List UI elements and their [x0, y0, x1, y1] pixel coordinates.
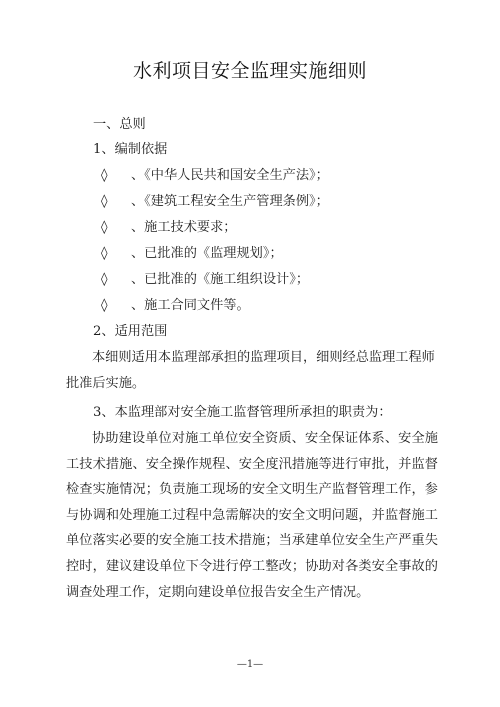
- list-item-text: 、施工技术要求；: [131, 220, 237, 235]
- list-item: [101, 271, 309, 289]
- page-number: —1—: [236, 659, 264, 670]
- list-item-text: 、已批准的《施工组织设计》；: [131, 272, 310, 287]
- scope-paragraph: 本细则适用本监理部承担的监理项目，细则经总监理工程师批准后实施。: [66, 350, 435, 391]
- list-item: [101, 167, 329, 185]
- list-item: [101, 219, 237, 237]
- bullet-icon: ◊: [101, 194, 108, 209]
- document-title: 水利项目安全监理实施细则: [132, 60, 367, 82]
- list-item: [101, 193, 329, 211]
- duties-paragraph: 协助建设单位对施工单位安全资质、安全保证体系、安全施工技术措施、安全操作规程、安全度汛措施等进行审批，并监督检查实施情况；负责施工现场的安全文明生产监督管理工作，参与协调和处理施工过程中急需解决的安全文明问题，并监督施工单位落实必要的安全施工技术措施；当承建单位安全生产严重失控时，建议建设单位下令进行停工整改；协助对各类安全事故的调查处理工作，定期向建设单位报告安全生产情况。: [66, 431, 438, 600]
- list-item-text: 、施工合同文件等。: [131, 298, 250, 313]
- list-item-text: 、《中华人民共和国安全生产法》；: [131, 168, 329, 183]
- subsection-heading-basis: 1、编制依据: [93, 142, 168, 157]
- bullet-icon: ◊: [101, 298, 108, 313]
- list-item: [101, 297, 250, 315]
- section-heading-general: 一、总则: [93, 117, 146, 132]
- bullet-icon: ◊: [101, 272, 108, 287]
- bullet-icon: ◊: [101, 168, 108, 183]
- list-item-text: 、已批准的《监理规划》；: [131, 246, 283, 261]
- subsection-heading-duties: 3、本监理部对安全施工监督管理所承担的职责为：: [93, 405, 392, 420]
- bullet-icon: ◊: [101, 220, 108, 235]
- list-item-text: 、《建筑工程安全生产管理条例》；: [131, 194, 329, 209]
- subsection-heading-scope: 2、适用范围: [93, 324, 168, 339]
- bullet-icon: ◊: [101, 246, 108, 261]
- list-item: [101, 245, 283, 263]
